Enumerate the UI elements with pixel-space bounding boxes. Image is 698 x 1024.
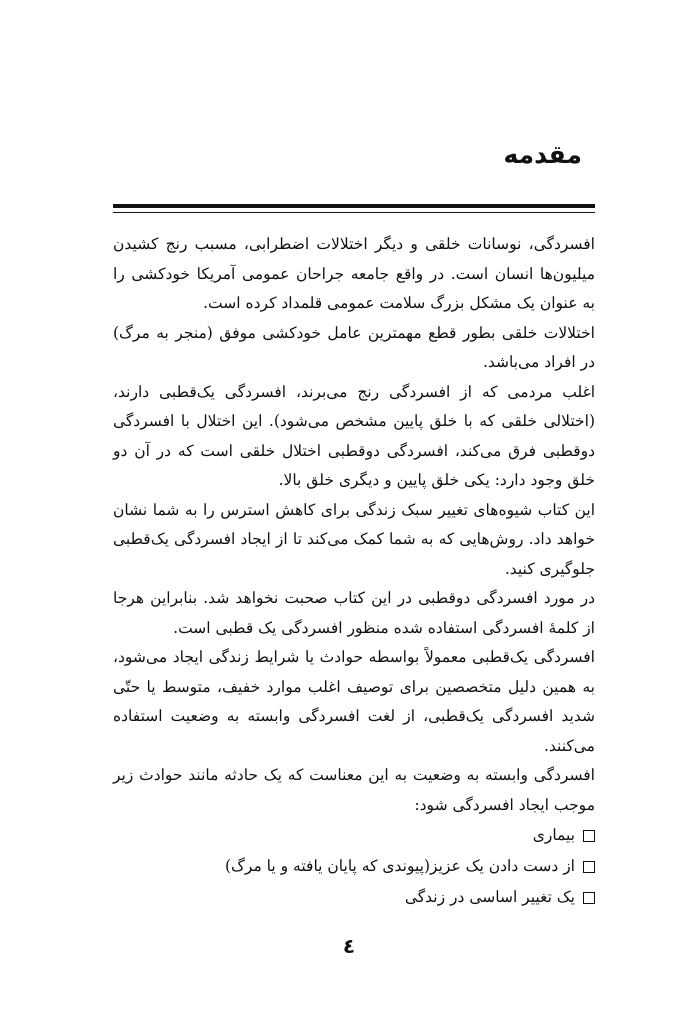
- paragraph-2: اختلالات خلقی بطور قطع مهمترین عامل خودکشی موفق (منجر به مرگ) در افراد می‌باشد.: [113, 323, 595, 371]
- title-divider-thin: [113, 212, 595, 213]
- bullet-list: [113, 820, 595, 913]
- title-divider-thick: [113, 204, 595, 208]
- paragraph-3: اغلب مردمی که از افسردگی رنج می‌برند، افسردگی یک‌قطبی دارند، (اختلالی خلقی که با خلق پایین مشخص می‌شود). این اختلال با افسردگی دوقطبی فرق می‌کند، افسردگی دوقطبی اختلال خلقی است که در آن دو خلق وجود دارد: یکی خلق پایین و دیگری خلق بالا.: [113, 382, 595, 489]
- list-item-label: از دست دادن یک عزیز(پیوندی که پایان یافته و یا مرگ): [224, 857, 575, 875]
- list-item: [113, 820, 595, 851]
- body-text: [113, 230, 595, 913]
- paragraph-6: افسردگی یک‌قطبی معمولاً بواسطه حوادث یا شرایط زندگی ایجاد می‌شود، به همین دلیل متخصصین برای توصیف اغلب موارد خفیف، متوسط یا حتّی شدید افسردگی یک‌قطبی، از لغت افسردگی وابسته به وضعیت استفاده می‌کنند.: [113, 648, 595, 755]
- checkbox-icon: [583, 830, 595, 842]
- list-item: [113, 851, 595, 882]
- paragraph-7: افسردگی وابسته به وضعیت به این معناست که یک حادثه مانند حوادث زیر موجب ایجاد افسردگی شود:: [113, 766, 595, 814]
- list-item-label: بیماری: [532, 826, 575, 844]
- list-item-label: یک تغییر اساسی در زندگی: [404, 888, 575, 906]
- paragraph-5: در مورد افسردگی دوقطبی در این کتاب صحبت نخواهد شد. بنابراین هرجا از کلمهٔ افسردگی استفاده شده منظور افسردگی یک قطبی است.: [113, 589, 595, 637]
- list-item: [113, 882, 595, 913]
- page-number: ٤: [342, 934, 356, 958]
- checkbox-icon: [583, 861, 595, 873]
- checkbox-icon: [583, 892, 595, 904]
- paragraph-4: این کتاب شیوه‌های تغییر سبک زندگی برای کاهش استرس را به شما نشان خواهد داد. روش‌هایی که به شما کمک می‌کند تا از ایجاد افسردگی یک‌قطبی جلوگیری کنید.: [113, 500, 595, 578]
- chapter-title: مقدمه: [503, 140, 582, 169]
- paragraph-1: افسردگی، نوسانات خلقی و دیگر اختلالات اضطرابی، مسبب رنج کشیدن میلیون‌ها انسان است. در واقع جامعه جراحان عمومی آمریکا خودکشی را به عنوان یک مشکل بزرگ سلامت عمومی قلمداد کرده است.: [113, 235, 595, 312]
